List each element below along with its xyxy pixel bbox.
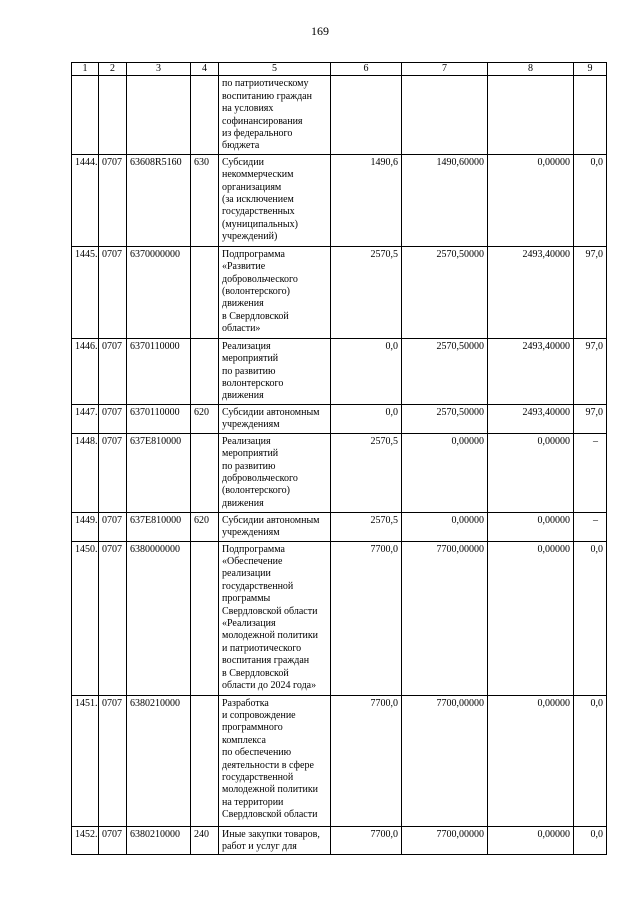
value-col7-cell: 0,00000 [402,512,488,541]
target-article-cell: 6380000000 [127,541,191,695]
column-header: 7 [402,63,488,76]
target-article-cell: 637E810000 [127,433,191,512]
target-article-cell: 6380210000 [127,826,191,855]
target-article-cell: 6370110000 [127,338,191,404]
value-col8-cell: 0,00000 [488,154,574,246]
value-col6-cell: 2570,5 [331,433,402,512]
section-code-cell: 0707 [99,512,127,541]
value-col6-cell: 1490,6 [331,154,402,246]
column-header: 8 [488,63,574,76]
target-article-cell: 6370110000 [127,404,191,433]
value-col9-cell: 0,0 [574,154,607,246]
value-col7-cell: 2570,50000 [402,246,488,338]
description-cell: Реализация мероприятий по развитию волонтерского движения [219,338,331,404]
section-code-cell: 0707 [99,433,127,512]
expense-type-cell [191,433,219,512]
table-row [72,76,607,154]
value-col9-cell: 97,0 [574,246,607,338]
row-number-cell: 1445. [72,246,99,338]
section-code-cell: 0707 [99,246,127,338]
value-col8-cell: 2493,40000 [488,338,574,404]
table-header-row [72,63,607,76]
expense-type-cell: 620 [191,404,219,433]
value-col6-cell: 0,0 [331,338,402,404]
value-col9-cell: 97,0 [574,338,607,404]
value-col8-cell: 0,00000 [488,541,574,695]
description-cell: по патриотическому воспитанию граждан на условиях софинансирования из федерального бюджета [219,76,331,154]
value-col7-cell [402,76,488,154]
target-article-cell: 6380210000 [127,695,191,826]
target-article-cell: 6370000000 [127,246,191,338]
description-cell: Подпрограмма «Обеспечение реализации государственной программы Свердловской области «Реализация молодежной политики и патриотического воспитания граждан в Свердловской области до 2024 года» [219,541,331,695]
value-col7-cell: 0,00000 [402,433,488,512]
value-col9-cell: 0,0 [574,695,607,826]
expense-type-cell [191,541,219,695]
value-col8-cell: 2493,40000 [488,404,574,433]
value-col8-cell: 0,00000 [488,826,574,855]
column-header: 3 [127,63,191,76]
column-header: 4 [191,63,219,76]
row-number-cell: 1452. [72,826,99,855]
column-header: 5 [219,63,331,76]
expense-type-cell [191,338,219,404]
value-col8-cell [488,76,574,154]
value-col6-cell [331,76,402,154]
value-col6-cell: 7700,0 [331,541,402,695]
table-row [72,404,607,433]
column-header: 2 [99,63,127,76]
value-col7-cell: 7700,00000 [402,826,488,855]
expense-type-cell: 240 [191,826,219,855]
value-col7-cell: 7700,00000 [402,541,488,695]
value-col9-cell: 97,0 [574,404,607,433]
table-row [72,541,607,695]
expense-type-cell: 620 [191,512,219,541]
value-col8-cell: 2493,40000 [488,246,574,338]
description-cell: Подпрограмма «Развитие добровольческого (волонтерского) движения в Свердловской области» [219,246,331,338]
value-col9-cell [574,76,607,154]
page-number: 169 [311,24,329,38]
table-row [72,433,607,512]
value-col8-cell: 0,00000 [488,433,574,512]
expense-type-cell [191,246,219,338]
value-col7-cell: 2570,50000 [402,338,488,404]
description-cell: Реализация мероприятий по развитию добровольческого (волонтерского) движения [219,433,331,512]
value-col9-cell: – [574,512,607,541]
value-col8-cell: 0,00000 [488,695,574,826]
row-number-cell: 1447. [72,404,99,433]
target-article-cell: 637E810000 [127,512,191,541]
row-number-cell: 1449. [72,512,99,541]
value-col7-cell: 1490,60000 [402,154,488,246]
value-col8-cell: 0,00000 [488,512,574,541]
expense-type-cell [191,695,219,826]
table-row [72,246,607,338]
value-col6-cell: 7700,0 [331,826,402,855]
value-col6-cell: 7700,0 [331,695,402,826]
section-code-cell: 0707 [99,404,127,433]
section-code-cell [99,76,127,154]
section-code-cell: 0707 [99,695,127,826]
value-col9-cell: 0,0 [574,541,607,695]
table-row [72,695,607,826]
row-number-cell: 1444. [72,154,99,246]
description-cell: Субсидии автономным учреждениям [219,512,331,541]
target-article-cell: 63608R5160 [127,154,191,246]
section-code-cell: 0707 [99,826,127,855]
section-code-cell: 0707 [99,154,127,246]
row-number-cell: 1450. [72,541,99,695]
table-row [72,826,607,855]
description-cell: Разработка и сопровождение программного комплекса по обеспечению деятельности в сфере государственной молодежной политики на территории Свердловской области [219,695,331,826]
row-number-cell: 1446. [72,338,99,404]
value-col7-cell: 7700,00000 [402,695,488,826]
description-cell: Иные закупки товаров, работ и услуг для [219,826,331,855]
row-number-cell: 1451. [72,695,99,826]
value-col6-cell: 2570,5 [331,512,402,541]
value-col9-cell: 0,0 [574,826,607,855]
value-col7-cell: 2570,50000 [402,404,488,433]
value-col9-cell: – [574,433,607,512]
description-cell: Субсидии некоммерческим организациям (за исключением государственных (муниципальных) учреждений) [219,154,331,246]
description-cell: Субсидии автономным учреждениям [219,404,331,433]
expense-type-cell [191,76,219,154]
column-header: 9 [574,63,607,76]
expense-type-cell: 630 [191,154,219,246]
target-article-cell [127,76,191,154]
table-row [72,512,607,541]
table-row [72,338,607,404]
section-code-cell: 0707 [99,338,127,404]
value-col6-cell: 2570,5 [331,246,402,338]
column-header: 1 [72,63,99,76]
budget-table [71,62,607,855]
value-col6-cell: 0,0 [331,404,402,433]
row-number-cell [72,76,99,154]
row-number-cell: 1448. [72,433,99,512]
table-row [72,154,607,246]
section-code-cell: 0707 [99,541,127,695]
column-header: 6 [331,63,402,76]
